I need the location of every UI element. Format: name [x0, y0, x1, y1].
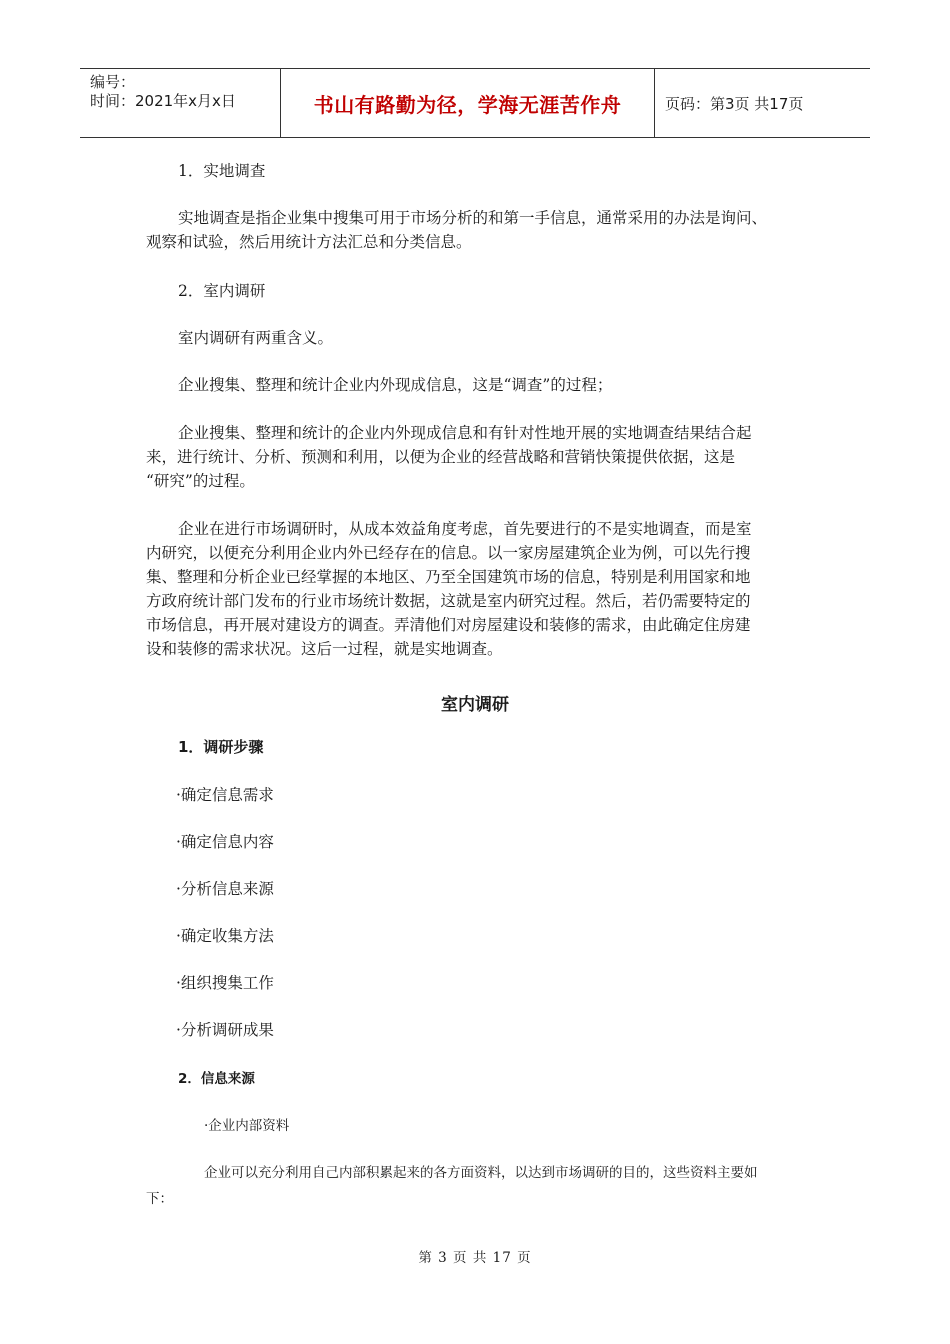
list-item: ·确定收集方法	[176, 927, 274, 945]
list-item: ·分析信息来源	[176, 880, 274, 898]
time-label: 时间：2021年x月x日	[90, 92, 236, 110]
list-item: ·分析调研成果	[176, 1021, 274, 1039]
paragraph-line: 企业搜集、整理和统计的企业内外现成信息和有针对性地开展的实地调查结果结合起	[178, 424, 752, 442]
section-heading-desk-research: 2．室内调研	[178, 282, 266, 300]
paragraph-line: 观察和试验，然后用统计方法汇总和分类信息。	[146, 233, 472, 251]
paragraph-line: 实地调查是指企业集中搜集可用于市场分析的和第一手信息，通常采用的办法是询问、	[178, 209, 768, 227]
list-item: ·组织搜集工作	[176, 974, 274, 992]
number-label: 编号：	[90, 73, 136, 91]
header-meta	[80, 69, 281, 137]
paragraph-line: 室内调研有两重含义。	[178, 329, 334, 347]
paragraph-line: 来，进行统计、分析、预测和利用，以便为企业的经营战略和营销快策提供依据，这是	[146, 448, 736, 466]
paragraph-line: 内研究，以便充分利用企业内外已经存在的信息。以一家房屋建筑企业为例，可以先行搜	[146, 544, 751, 562]
list-item: ·确定信息内容	[176, 833, 274, 851]
header-motto: 书山有路勤为径，学海无涯苦作舟	[281, 69, 655, 137]
sources-heading: 2．信息来源	[178, 1071, 255, 1087]
list-item: ·确定信息需求	[176, 786, 274, 804]
paragraph-line: 设和装修的需求状况。这后一过程，就是实地调查。	[146, 640, 503, 658]
paragraph-line: 企业搜集、整理和统计企业内外现成信息，这是“调查”的过程；	[178, 376, 613, 394]
list-item: ·企业内部资料	[204, 1118, 290, 1134]
section-heading-field-survey: 1．实地调查	[178, 162, 266, 180]
paragraph-line: 市场信息，再开展对建设方的调查。弄清他们对房屋建设和装修的需求，由此确定住房建	[146, 616, 751, 634]
paragraph-line: 下：	[146, 1191, 173, 1207]
paragraph-line: 企业在进行市场调研时，从成本效益角度考虑，首先要进行的不是实地调查，而是室	[178, 520, 752, 538]
paragraph-line: “研究”的过程。	[146, 472, 255, 490]
section-title: 室内调研	[441, 695, 509, 715]
document-header	[80, 68, 870, 138]
page-footer: 第 3 页 共 17 页	[418, 1250, 532, 1266]
steps-heading: 1．调研步骤	[178, 738, 264, 756]
header-page-info: 页码：第3页 共17页	[665, 94, 804, 113]
paragraph-line: 企业可以充分利用自己内部积累起来的各方面资料，以达到市场调研的目的，这些资料主要如	[204, 1165, 758, 1181]
paragraph-line: 方政府统计部门发布的行业市场统计数据，这就是室内研究过程。然后，若仍需要特定的	[146, 592, 751, 610]
paragraph-line: 集、整理和分析企业已经掌握的本地区、乃至全国建筑市场的信息，特别是利用国家和地	[146, 568, 751, 586]
